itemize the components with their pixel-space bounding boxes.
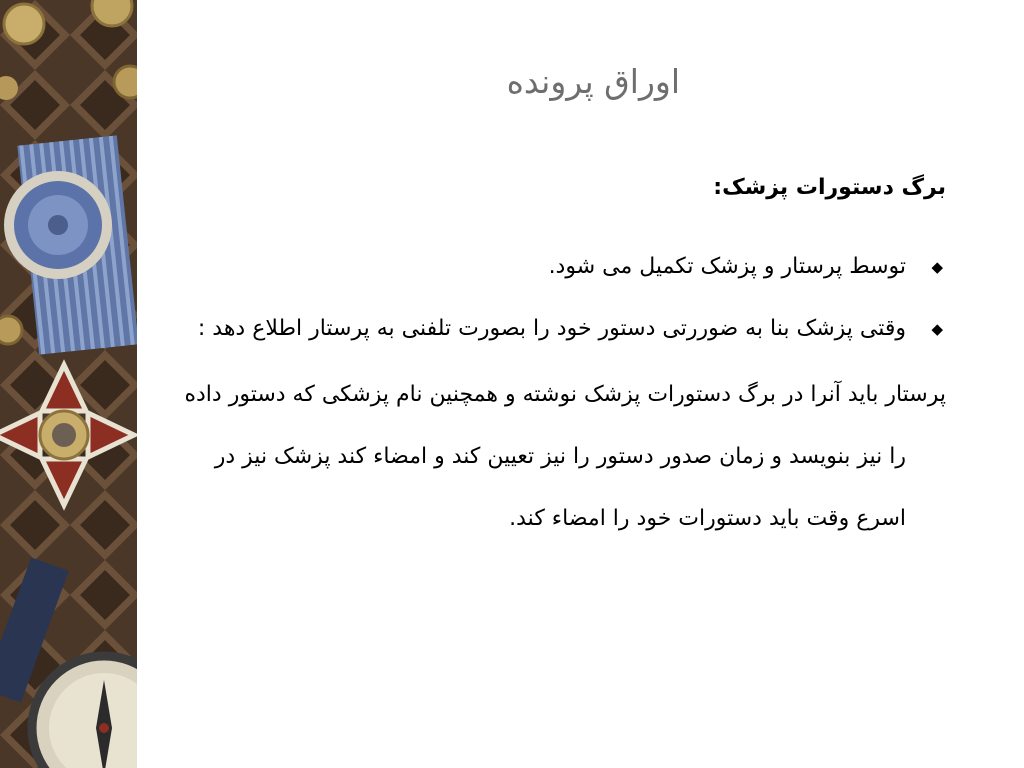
bullet-item xyxy=(180,236,946,298)
diamond-bullet-icon: ◆ xyxy=(931,320,943,338)
bullet-item xyxy=(180,298,946,360)
slide-title: اوراق پرونده xyxy=(506,62,680,101)
bullet-text: توسط پرستار و پزشک تکمیل می شود. xyxy=(548,254,906,279)
slide-body xyxy=(180,168,946,550)
subheading: برگ دستورات پزشک: xyxy=(713,175,946,200)
bullet-text: وقتی پزشک بنا به ضوررتی دستور خود را بصورت تلفنی به پرستار اطلاع دهد : xyxy=(197,316,906,341)
decorative-medals-image xyxy=(0,0,137,768)
closing-paragraph: پرستار باید آنرا در برگ دستورات پزشک نوشته و همچنین نام پزشکی که دستور داده را نیز بنویسد و زمان صدور دستور را نیز تعیین کند و امضاء کند پزشک نیز در اسرع وقت باید دستورات خود را امضاء کند. xyxy=(184,382,946,531)
diamond-bullet-icon: ◆ xyxy=(931,258,943,276)
